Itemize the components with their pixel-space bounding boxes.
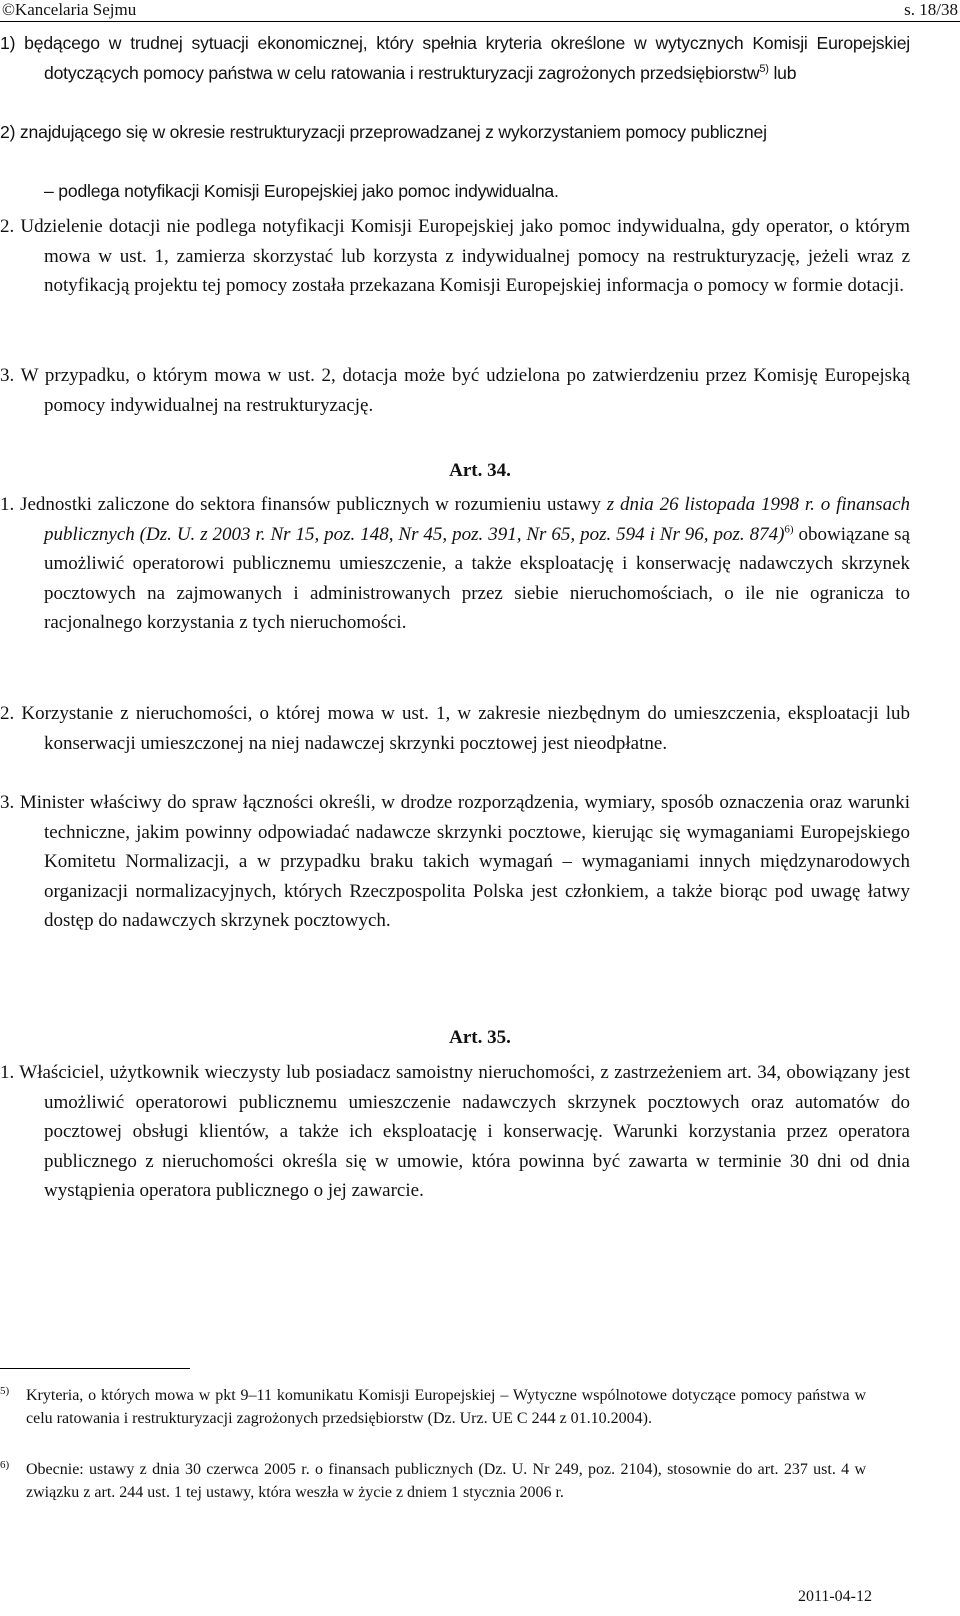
ust-3: 3. W przypadku, o którym mowa w ust. 2, dotacja może być udzielona po zatwierdzeniu przez Komisję Europejską pomocy indywidualnej na restrukturyzację. [0, 365, 910, 416]
article-34-heading: Art. 34. [449, 460, 511, 481]
item-1: 1) będącego w trudnej sytuacji ekonomicznej, który spełnia kryteria określone w wytycznych Komisji Europejskiej dotyczących pomocy państwa w celu ratowania i restrukturyzacji zagrożonych przedsiębiorstw$^{5)}$ lub [0, 33, 910, 83]
ust-2: 2. Udzielenie dotacji nie podlega notyfikacji Komisji Europejskiej jako pomoc indywidualna, gdy operator, o którym mowa w ust. 1, zamierza skorzystać lub korzysta z indywidualnej pomocy na restrukturyzację, jeżeli wraz z notyfikacją projektu tej pomocy została przekazana Komisji Europejskiej informacja o pomocy w formie dotacji. [0, 216, 910, 296]
art34-ust-2: 2. Korzystanie z nieruchomości, o której mowa w ust. 1, w zakresie niezbędnym do umieszczenia, eksploatacji lub konserwacji umieszczonej na niej nadawczej skrzynki pocztowej jest nieodpłatne. [0, 703, 910, 754]
footnote-marker: 6) [0, 1459, 10, 1471]
footnote-ref-5[interactable]: 5) [759, 62, 769, 75]
footnote-6 [0, 1458, 866, 1504]
dash-clause: – podlega notyfikacji Komisji Europejskiej jako pomoc indywidualna. [44, 181, 559, 201]
header-page-number: s. 18/38 [904, 0, 958, 19]
art35-ust-1: 1. Właściciel, użytkownik wieczysty lub posiadacz samoistny nieruchomości, z zastrzeżeniem art. 34, obowiązany jest umożliwić operatorowi publicznemu umieszczenie nadawczych skrzynek pocztowych oraz automatów do pocztowej obsługi klientów, a także ich eksploatację i konserwację. Warunki korzystania przez operatora publicznego z nieruchomości określa się w umowie, która powinna być zawarta w terminie 30 dni od dnia wystąpienia operatora publicznego o jej zawarcie. [0, 1062, 910, 1201]
footnote-5 [0, 1384, 866, 1430]
article-35-heading: Art. 35. [449, 1027, 511, 1048]
item-2: 2) znajdującego się w okresie restrukturyzacji przeprowadzanej z wykorzystaniem pomocy publicznej [0, 122, 767, 142]
header-rule [0, 21, 960, 22]
footnote-ref-6[interactable]: 6) [784, 523, 794, 536]
footnote-marker: 5) [0, 1385, 10, 1397]
footer-date: 2011-04-12 [797, 1588, 872, 1605]
footnote-text: Obecnie: ustawy z dnia 30 czerwca 2005 r. o finansach publicznych (Dz. U. Nr 249, poz. 2104), stosownie do art. 237 ust. 4 w związku z art. 244 ust. 1 tej ustawy, która weszła w życie z dniem 1 stycznia 2006 r. [26, 1461, 866, 1501]
footnote-text: Kryteria, o których mowa w pkt 9–11 komunikatu Komisji Europejskiej – Wytyczne wspólnotowe dotyczące pomocy państwa w celu ratowania i restrukturyzacji zagrożonych przedsiębiorstw (Dz. Urz. UE C 244 z 01.10.2004). [26, 1387, 866, 1427]
footnote-separator [0, 1368, 190, 1369]
art34-ust-1: 1. Jednostki zaliczone do sektora finansów publicznych w rozumieniu ustawy z dnia 26 listopada 1998 r. o finansach publicznych (Dz. U. z 2003 r. Nr 15, poz. 148, Nr 45, poz. 391, Nr 65, poz. 594 i Nr 96, poz. 874)$^{6)}$ obowiązane są umożliwić operatorowi publicznemu umieszczenie, a także eksploatację i konserwację nadawczych skrzynek pocztowych na zajmowanych i administrowanych przez siebie nieruchomościach, o ile nie ogranicza to racjonalnego korzystania z tych nieruchomości. [0, 494, 911, 633]
art34-ust-3: 3. Minister właściwy do spraw łączności określi, w drodze rozporządzenia, wymiary, sposób oznaczenia oraz warunki techniczne, jakim powinny odpowiadać nadawcze skrzynki pocztowe, kierując się wymaganiami Europejskiego Komitetu Normalizacji, a w przypadku braku takich wymagań – wymaganiami innych międzynarodowych organizacji normalizacyjnych, których Rzeczpospolita Polska jest członkiem, a także biorąc pod uwagę łatwy dostęp do nadawczych skrzynek pocztowych. [0, 792, 910, 931]
header-copyright: ©Kancelaria Sejmu [2, 0, 137, 19]
